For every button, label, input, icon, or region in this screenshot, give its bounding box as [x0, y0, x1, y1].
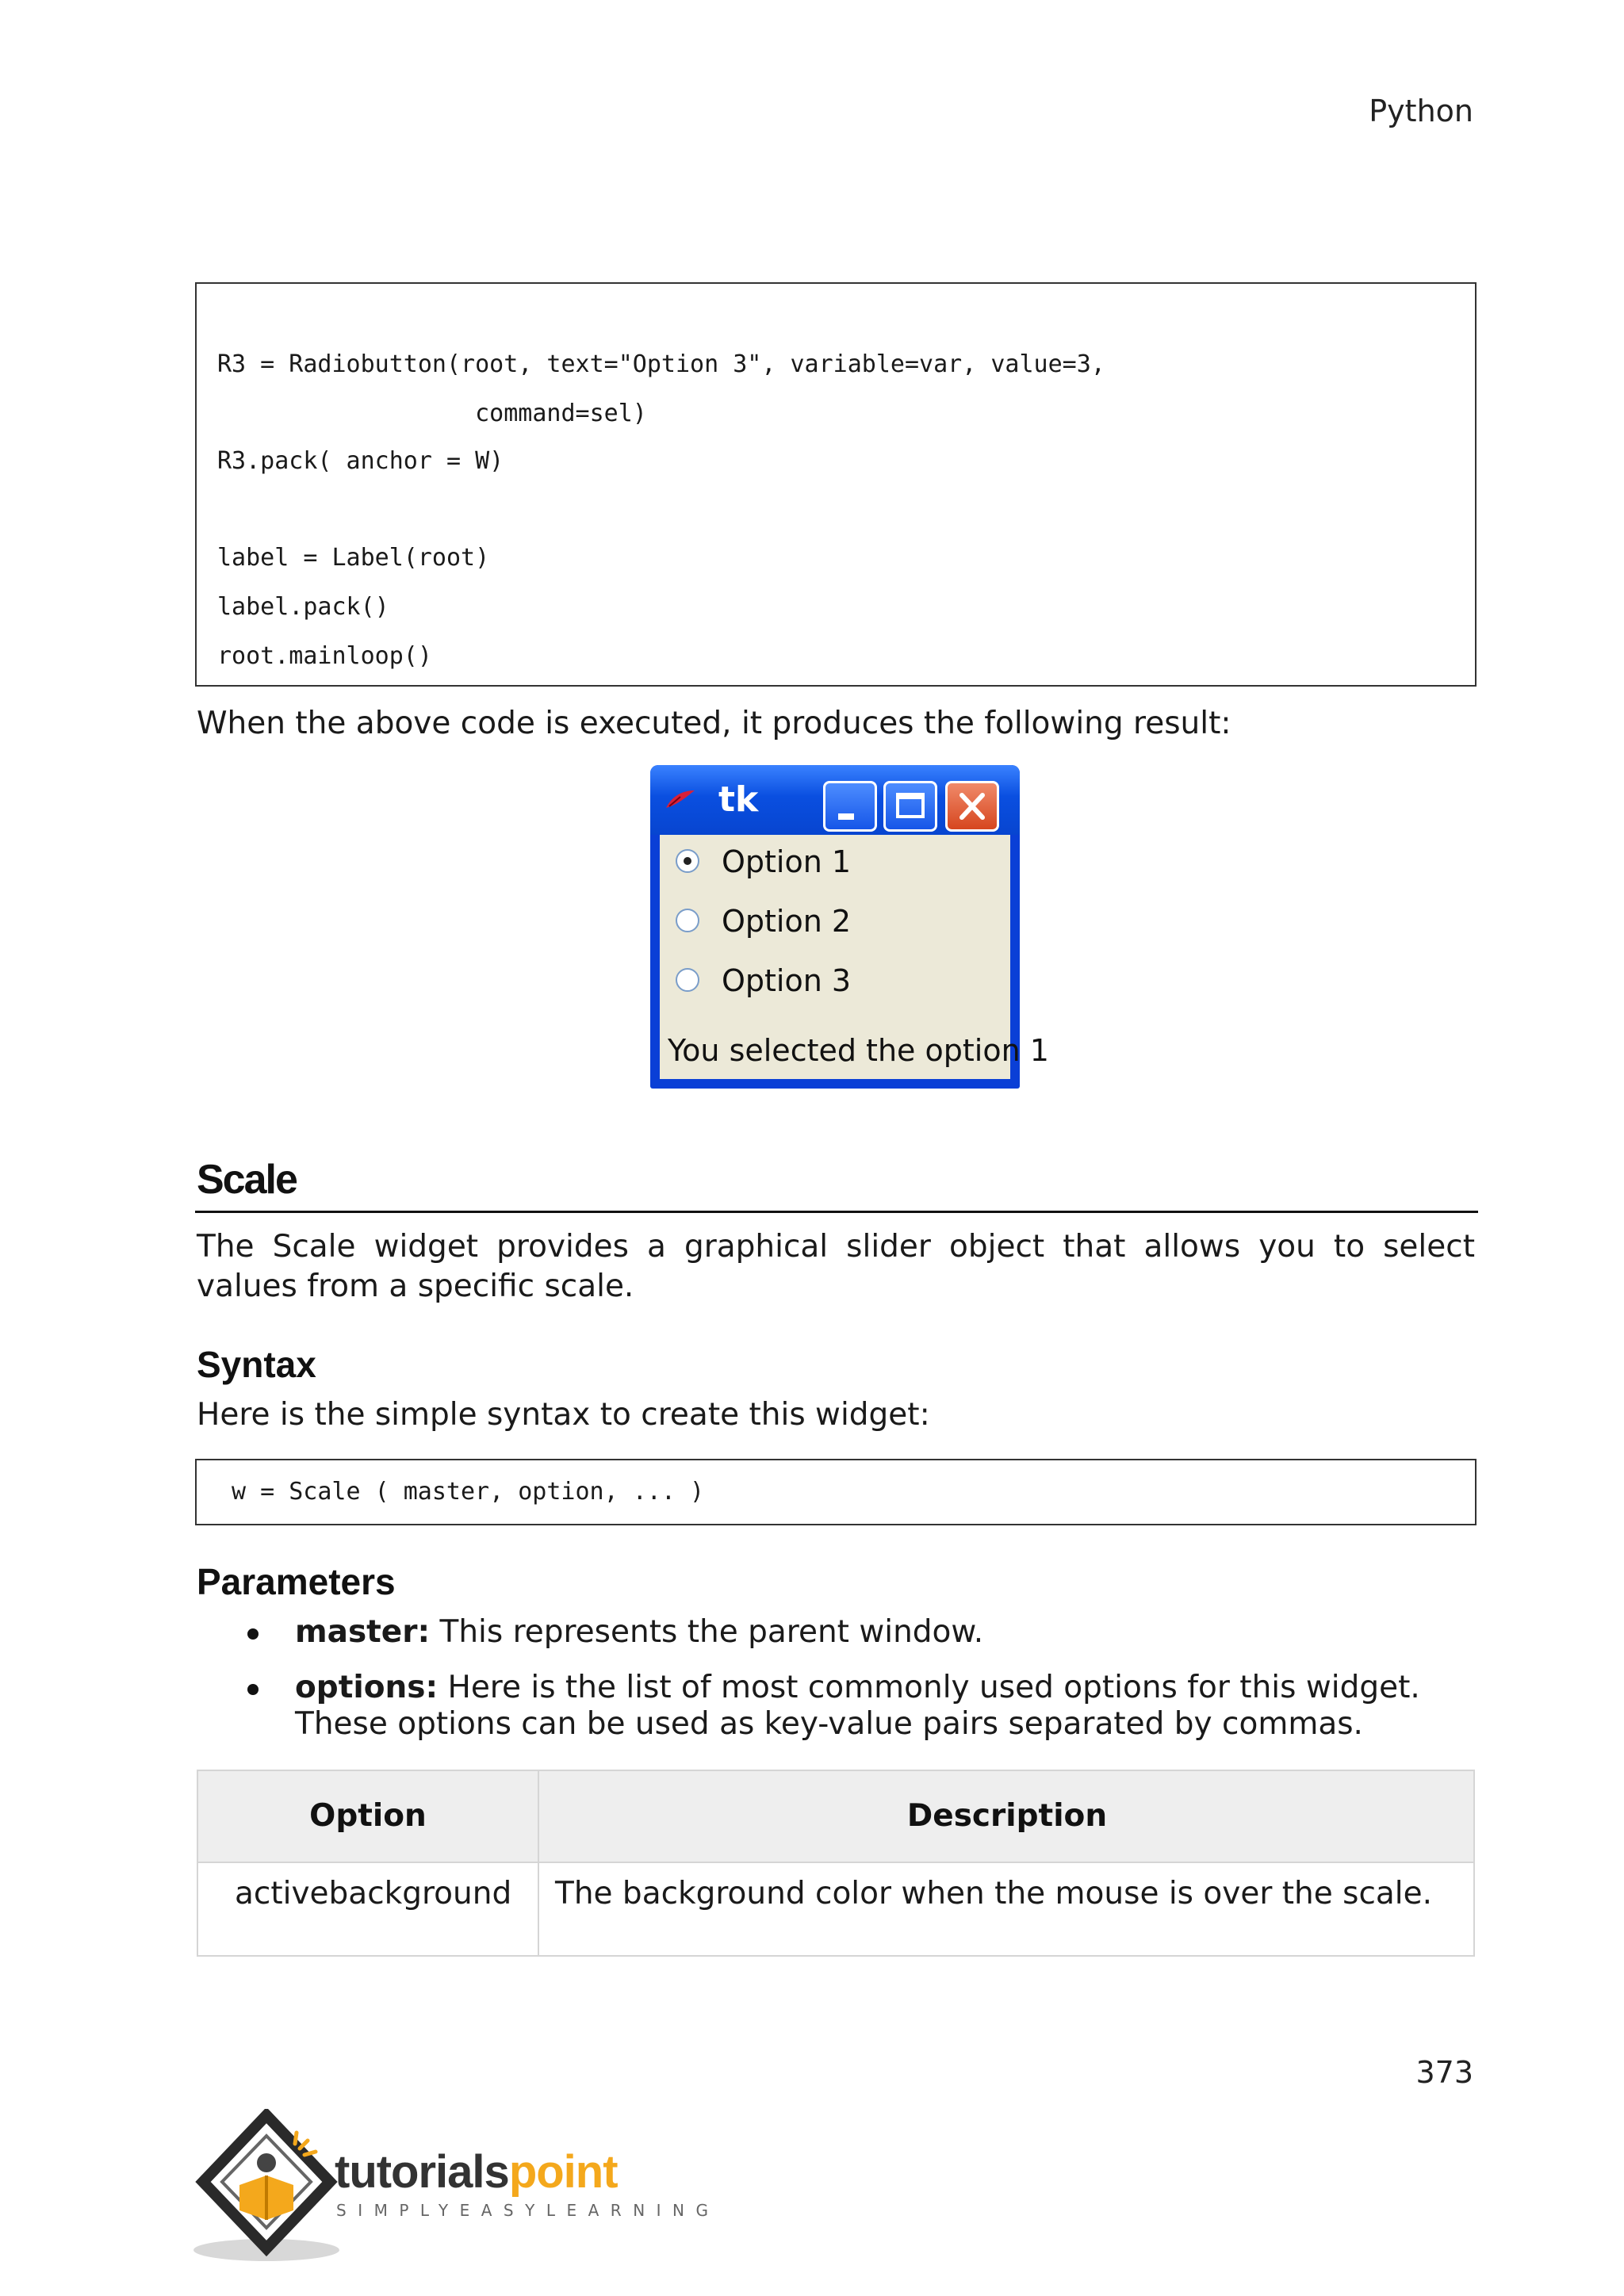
section-description: The Scale widget provides a graphical slider object that allows you to select values from a specific scale. — [197, 1229, 1475, 1304]
bullet-icon — [247, 1684, 259, 1695]
syntax-code-block — [195, 1459, 1477, 1525]
close-button[interactable] — [945, 781, 999, 832]
table-header-description: Description — [906, 1798, 1108, 1834]
parameter-text: This represents the parent window. — [430, 1614, 984, 1650]
table-cell-description: The background color when the mouse is over the scale. — [555, 1876, 1433, 1911]
tutorialspoint-logo — [193, 2109, 720, 2267]
maximize-icon — [896, 793, 925, 818]
code-line: command=sel) — [217, 400, 647, 427]
close-icon — [952, 785, 992, 828]
tk-client-area — [660, 835, 1049, 1079]
logo-tagline: SIMPLYEASYLEARNING — [336, 2201, 720, 2220]
parameter-item-options — [295, 1670, 1477, 1743]
tk-status-label: You selected the option 1 — [668, 1033, 1049, 1068]
minimize-button[interactable] — [823, 781, 877, 832]
radio-label: Option 1 — [722, 844, 852, 879]
radio-button[interactable] — [676, 968, 699, 992]
bullet-icon — [247, 1628, 259, 1640]
parameters-heading: Parameters — [197, 1561, 396, 1602]
options-table — [197, 1770, 1475, 1957]
parameter-term: master: — [295, 1614, 431, 1650]
radio-button[interactable] — [676, 849, 699, 873]
section-title: Scale — [197, 1157, 297, 1203]
tk-feather-icon — [665, 787, 696, 811]
code-line: label = Label(root) — [217, 544, 490, 572]
logo-emblem-icon — [193, 2109, 352, 2267]
code-line: root.mainloop() — [217, 642, 432, 670]
code-line: R3 = Radiobutton(root, text="Option 3", variable=var, value=3, — [217, 350, 1105, 378]
minimize-icon — [838, 813, 854, 820]
table-cell-option: activebackground — [235, 1876, 512, 1911]
code-line: R3.pack( anchor = W) — [217, 447, 504, 475]
radio-button[interactable] — [676, 909, 699, 932]
logo-wordmark: tutorialspoint — [335, 2146, 618, 2198]
code-line: label.pack() — [217, 593, 389, 621]
result-intro: When the above code is executed, it produces the following result: — [197, 706, 1231, 741]
parameter-item-master — [295, 1614, 1477, 1651]
tk-window-screenshot — [650, 765, 1049, 1089]
parameter-text: Here is the list of most commonly used options for this widget. These options can be used as key-value pairs separated by commas. — [295, 1670, 1420, 1742]
parameter-term: options: — [295, 1670, 439, 1705]
code-block — [195, 282, 1477, 687]
syntax-intro: Here is the simple syntax to create this widget: — [197, 1397, 930, 1433]
syntax-heading: Syntax — [197, 1344, 316, 1385]
page-number: 373 — [1415, 2055, 1473, 2090]
radio-selected-dot — [684, 857, 691, 865]
section-divider — [195, 1211, 1478, 1213]
radio-label: Option 3 — [722, 963, 852, 998]
tk-titlebar — [650, 765, 1020, 835]
maximize-button[interactable] — [883, 781, 937, 832]
code-line: w = Scale ( master, option, ... ) — [232, 1478, 705, 1506]
tk-window-title: tk — [718, 779, 759, 820]
table-header-option: Option — [309, 1798, 427, 1834]
radio-label: Option 2 — [722, 904, 852, 939]
header-label: Python — [1369, 94, 1473, 128]
